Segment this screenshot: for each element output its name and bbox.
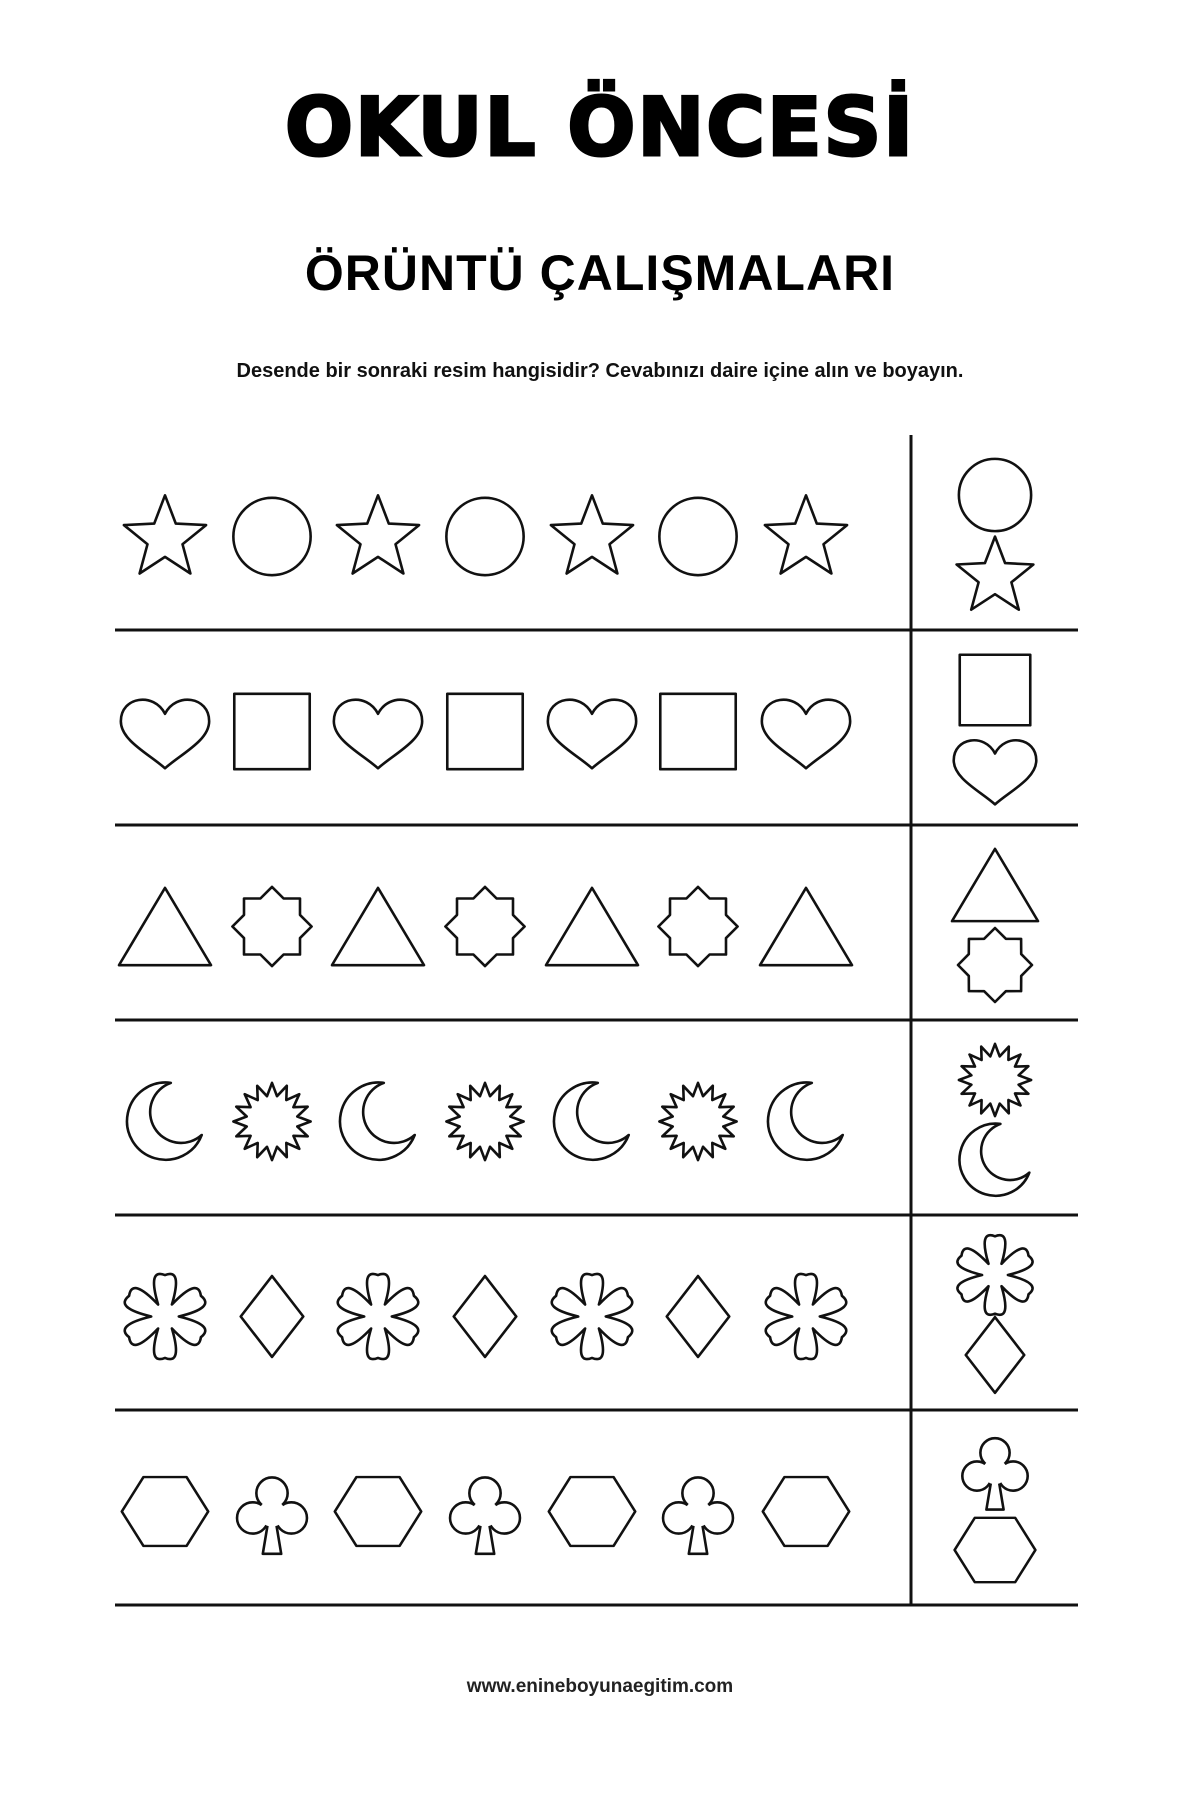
triangle-icon (332, 888, 424, 965)
page-subtitle: ÖRÜNTÜ ÇALIŞMALARI (304, 245, 896, 301)
flower-icon (338, 1274, 419, 1359)
hexagon-icon (763, 1477, 849, 1546)
flower-icon (552, 1274, 633, 1359)
octagram-icon (232, 887, 311, 966)
answer-option-diamond-icon[interactable] (966, 1317, 1024, 1393)
club-icon (450, 1477, 520, 1553)
moon-icon (340, 1083, 415, 1160)
answer-option-moon-icon[interactable] (959, 1124, 1029, 1196)
moon-icon (127, 1083, 202, 1160)
hexagon-icon (335, 1477, 421, 1546)
answer-option-triangle-icon[interactable] (952, 849, 1038, 921)
answer-option-heart-icon[interactable] (954, 740, 1037, 804)
answer-option-sun-icon[interactable] (959, 1044, 1031, 1116)
square-icon (234, 694, 309, 769)
website-footer: www.enineboyunaegitim.com (466, 1676, 734, 1697)
sun-icon (233, 1083, 310, 1160)
star-icon (337, 495, 419, 573)
hexagon-icon (122, 1477, 208, 1546)
circle-icon (659, 498, 736, 575)
flower-icon (125, 1274, 206, 1359)
star-icon (551, 495, 633, 573)
answer-option-flower-icon[interactable] (957, 1235, 1032, 1315)
octagram-icon (658, 887, 737, 966)
triangle-icon (119, 888, 211, 965)
instruction-text: Desende bir sonraki resim hangisidir? Cevabınızı daire içine alın ve boyayın. (236, 360, 964, 382)
circle-icon (233, 498, 310, 575)
answer-option-octagram-icon[interactable] (958, 928, 1032, 1002)
diamond-icon (667, 1276, 730, 1357)
moon-icon (768, 1083, 843, 1160)
diamond-icon (241, 1276, 304, 1357)
sun-icon (446, 1083, 523, 1160)
triangle-icon (546, 888, 638, 965)
heart-icon (121, 700, 209, 769)
page-title: OKUL ÖNCESİ (284, 81, 916, 174)
answer-option-circle-icon[interactable] (959, 459, 1031, 531)
diamond-icon (454, 1276, 517, 1357)
answer-option-star-icon[interactable] (957, 537, 1034, 610)
star-icon (765, 495, 847, 573)
octagram-icon (445, 887, 524, 966)
square-icon (447, 694, 522, 769)
club-icon (237, 1477, 307, 1553)
answer-option-club-icon[interactable] (962, 1438, 1027, 1509)
sun-icon (659, 1083, 736, 1160)
circle-icon (446, 498, 523, 575)
heart-icon (334, 700, 422, 769)
square-icon (660, 694, 735, 769)
club-icon (663, 1477, 733, 1553)
triangle-icon (760, 888, 852, 965)
answer-option-square-icon[interactable] (960, 655, 1031, 726)
heart-icon (762, 700, 850, 769)
answer-option-hexagon-icon[interactable] (955, 1518, 1036, 1582)
heart-icon (548, 700, 636, 769)
star-icon (124, 495, 206, 573)
moon-icon (554, 1083, 629, 1160)
flower-icon (766, 1274, 847, 1359)
hexagon-icon (549, 1477, 635, 1546)
